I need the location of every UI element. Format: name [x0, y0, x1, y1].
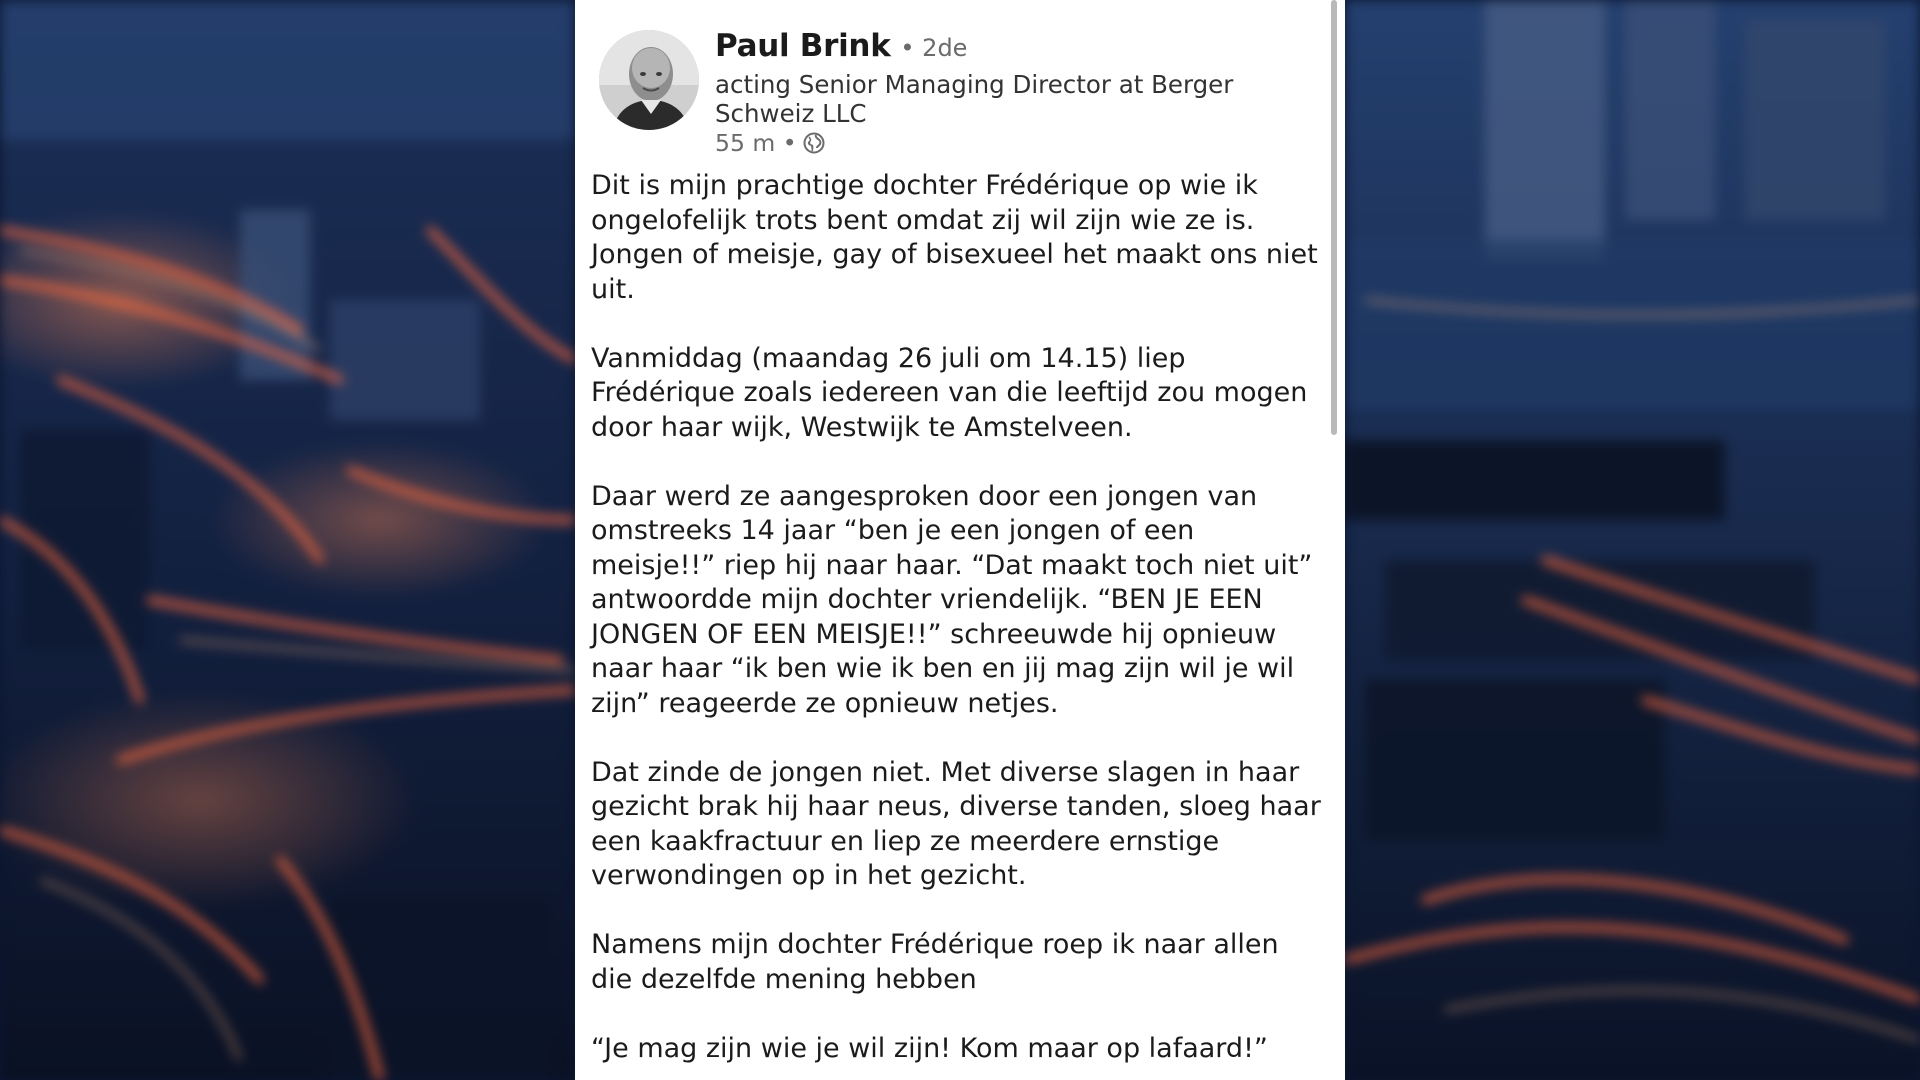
post-body [591, 169, 1321, 1066]
post-card [575, 0, 1345, 1080]
post-paragraph: Namens mijn dochter Frédérique roep ik naar allen die dezelfde mening hebben [591, 929, 1279, 995]
post-paragraph: Daar werd ze aangesproken door een jongen van omstreeks 14 jaar “ben je een jongen of een meisje!!” riep hij naar haar. “Dat maakt toch niet uit” antwoordde mijn dochter vriendelijk. “BEN JE EEN JONGEN OF EEN MEISJE!!” schreeuwde hij opnieuw naar haar “ik ben wie ik ben en jij mag zijn wil je wil zijn” reageerde ze opnieuw netjes. [591, 480, 1313, 719]
post-timestamp: 55 m • [715, 129, 797, 157]
post-paragraph: “Je mag zijn wie je wil zijn! Kom maar op lafaard!” [591, 1032, 1268, 1064]
post-paragraph: Dit is mijn prachtige dochter Frédérique op wie ik ongelofelijk trots bent omdat zij wil zijn wie ze is. Jongen of meisje, gay of bisexueel het maakt ons niet uit. [591, 170, 1318, 305]
author-name[interactable]: Paul Brink [715, 28, 891, 64]
post-header [599, 28, 1315, 157]
author-avatar[interactable] [599, 30, 699, 130]
author-title: acting Senior Managing Director at Berger Schweiz LLC [715, 70, 1234, 128]
connection-degree: • 2de [900, 34, 968, 62]
post-paragraph: Dat zinde de jongen niet. Met diverse slagen in haar gezicht brak hij haar neus, diverse tanden, sloeg haar een kaakfractuur en liep ze meerdere ernstige verwondingen op in het gezicht. [591, 756, 1321, 891]
background-city-left [0, 0, 575, 1080]
post-paragraph: Vanmiddag (maandag 26 juli om 14.15) liep Frédérique zoals iedereen van die leeftijd zou mogen door haar wijk, Westwijk te Amstelveen. [591, 342, 1308, 443]
globe-icon [803, 132, 825, 154]
author-meta [715, 28, 1315, 157]
scrollbar-thumb[interactable] [1331, 0, 1337, 435]
background-city-right [1345, 0, 1920, 1080]
